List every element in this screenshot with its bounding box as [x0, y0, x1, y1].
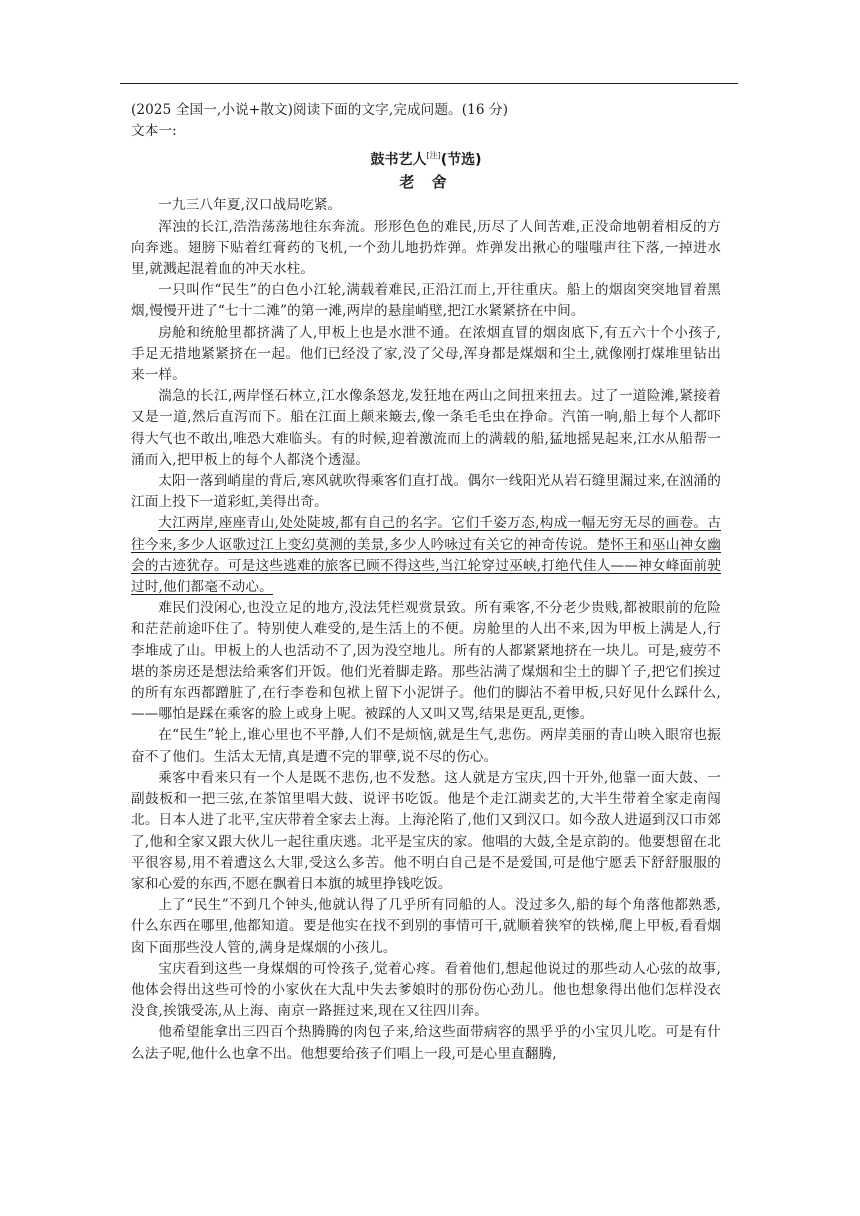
- paragraph-3: 一只叫作“民生”的白色小江轮,满载着难民,正沿江而上,开往重庆。船上的烟囱突突地冒着黑烟,慢慢开进了“七十二滩”的第一滩,两岸的悬崖峭壁,把江水紧紧挤在中间。: [131, 282, 721, 320]
- question-header: (2025 全国一,小说+散文)阅读下面的文字,完成问题。(16 分): [131, 102, 509, 118]
- article-author: 老 舍: [399, 173, 453, 192]
- paragraph-7-underlined: [131, 513, 721, 598]
- underlined-passage: 大江两岸,座座青山,处处陡坡,都有自己的名字。它们千姿万态,构成一幅无穷无尽的画卷。古往今来,多少人讴歌过江上变幻莫测的美景,多少人吟咏过有关它的神奇传说。楚怀王和巫山神女幽会的古迹犹存。可是这些逃难的旅客已顾不得这些,当江轮穿过巫峡,打绝代佳人——神女峰面前驶过时,他们都毫不动心。: [131, 515, 721, 596]
- document-page: [131, 100, 721, 1065]
- paragraph-2: 浑浊的长江,浩浩荡荡地往东奔流。形形色色的难民,历尽了人间苦难,正没命地朝着相反的方向奔逃。翅膀下贴着红膏药的飞机,一个劲儿地扔炸弹。炸弹发出揪心的嗤嗤声往下落,一掉进水里,就溅起混着血的冲天水柱。: [131, 218, 721, 278]
- paragraph-10: 乘客中看来只有一个人是既不悲伤,也不发愁。这人就是方宝庆,四十开外,他靠一面大鼓、一副鼓板和一把三弦,在茶馆里唱大鼓、说评书吃饭。他是个走江湖卖艺的,大半生带着全家走南闯北。日本人进了北平,宝庆带着全家去上海。上海沦陷了,他们又到汉口。如今敌人进逼到汉口市郊了,他和全家又跟大伙儿一起往重庆逃。北平是宝庆的家。他唱的大鼓,全是京韵的。他要想留在北平很容易,用不着遭这么大罪,受这么多苦。他不明白自己是不是爱国,可是他宁愿丢下舒舒服服的家和心爱的东西,不愿在飘着日本旗的城里挣钱吃饭。: [131, 769, 721, 892]
- article-title-text: 鼓书艺人: [370, 152, 427, 169]
- paragraph-8: 难民们没闲心,也没立足的地方,没法凭栏观赏景致。所有乘客,不分老少贵贱,都被眼前的危险和茫茫前途吓住了。特别使人难受的,是生活上的不便。房舱里的人出不来,因为甲板上满是人,行李堆成了山。甲板上的人也活动不了,因为没空地儿。所有的人都紧紧地挤在一块儿。可是,疲劳不堪的茶房还是想法给乘客们开饭。他们光着脚走路。那些沾满了煤烟和尘土的脚丫子,把它们挨过的所有东西都蹭脏了,在行李卷和包袱上留下小泥饼子。他们的脚沾不着甲板,只好见什么踩什么,——哪怕是踩在乘客的脸上或身上呢。被踩的人又叫又骂,结果是更乱,更惨。: [131, 600, 721, 723]
- text-label: 文本一:: [131, 123, 177, 140]
- paragraph-1: 一九三八年夏,汉口战局吃紧。: [158, 197, 342, 214]
- paragraph-5: 湍急的长江,两岸怪石林立,江水像条怒龙,发狂地在两山之间扭来扭去。过了一道险滩,紧接着又是一道,然后直泻而下。船在江面上颠来簸去,像一条毛毛虫在挣命。汽笛一响,船上每个人都吓得大气也不敢出,唯恐大难临头。有的时候,迎着激流而上的满载的船,猛地摇晃起来,江水从船帮一涌而入,把甲板上的每个人都浇个透湿。: [131, 388, 721, 468]
- article-title-suffix: (节选): [440, 152, 482, 169]
- paragraph-12: 宝庆看到这些一身煤烟的可怜孩子,觉着心疼。看着他们,想起他说过的那些动人心弦的故事,他体会得出这些可怜的小家伙在大乱中失去爹娘时的那份伤心劲儿。他也想象得出他们怎样没衣没食,挨饿受冻,从上海、南京一路捱过来,现在又往四川奔。: [131, 960, 721, 1020]
- paragraph-11: 上了“民生”不到几个钟头,他就认得了几乎所有同船的人。没过多久,船的每个角落他都熟悉,什么东西在哪里,他都知道。要是他实在找不到别的事情可干,就顺着狭窄的铁梯,爬上甲板,看看烟囱下面那些没人管的,满身是煤烟的小孩儿。: [131, 897, 721, 956]
- paragraph-9: 在“民生”轮上,谁心里也不平静,人们不是烦恼,就是生气,悲伤。两岸美丽的青山映入眼帘也振奋不了他们。生活太无情,真是遭不完的罪孽,说不尽的伤心。: [131, 727, 721, 765]
- title-note-marker: [注]: [426, 151, 441, 161]
- header-rule: [120, 83, 738, 84]
- article-title: [131, 145, 721, 171]
- paragraph-13: 他希望能拿出三四百个热腾腾的肉包子来,给这些面带病容的黑乎乎的小宝贝儿吃。可是有什么法子呢,他什么也拿不出。他想要给孩子们唱上一段,可是心里直翻腾,: [131, 1024, 721, 1062]
- paragraph-4: 房舱和统舱里都挤满了人,甲板上也是水泄不通。在浓烟直冒的烟囱底下,有五六十个小孩子,手足无措地紧紧挤在一起。他们已经没了家,没了父母,浑身都是煤烟和尘土,就像刚打煤堆里钻出来一样。: [131, 324, 721, 384]
- paragraph-6: 太阳一落到峭崖的背后,寒风就吹得乘客们直打战。偶尔一线阳光从岩石缝里漏过来,在汹涌的江面上投下一道彩虹,美得出奇。: [131, 473, 721, 511]
